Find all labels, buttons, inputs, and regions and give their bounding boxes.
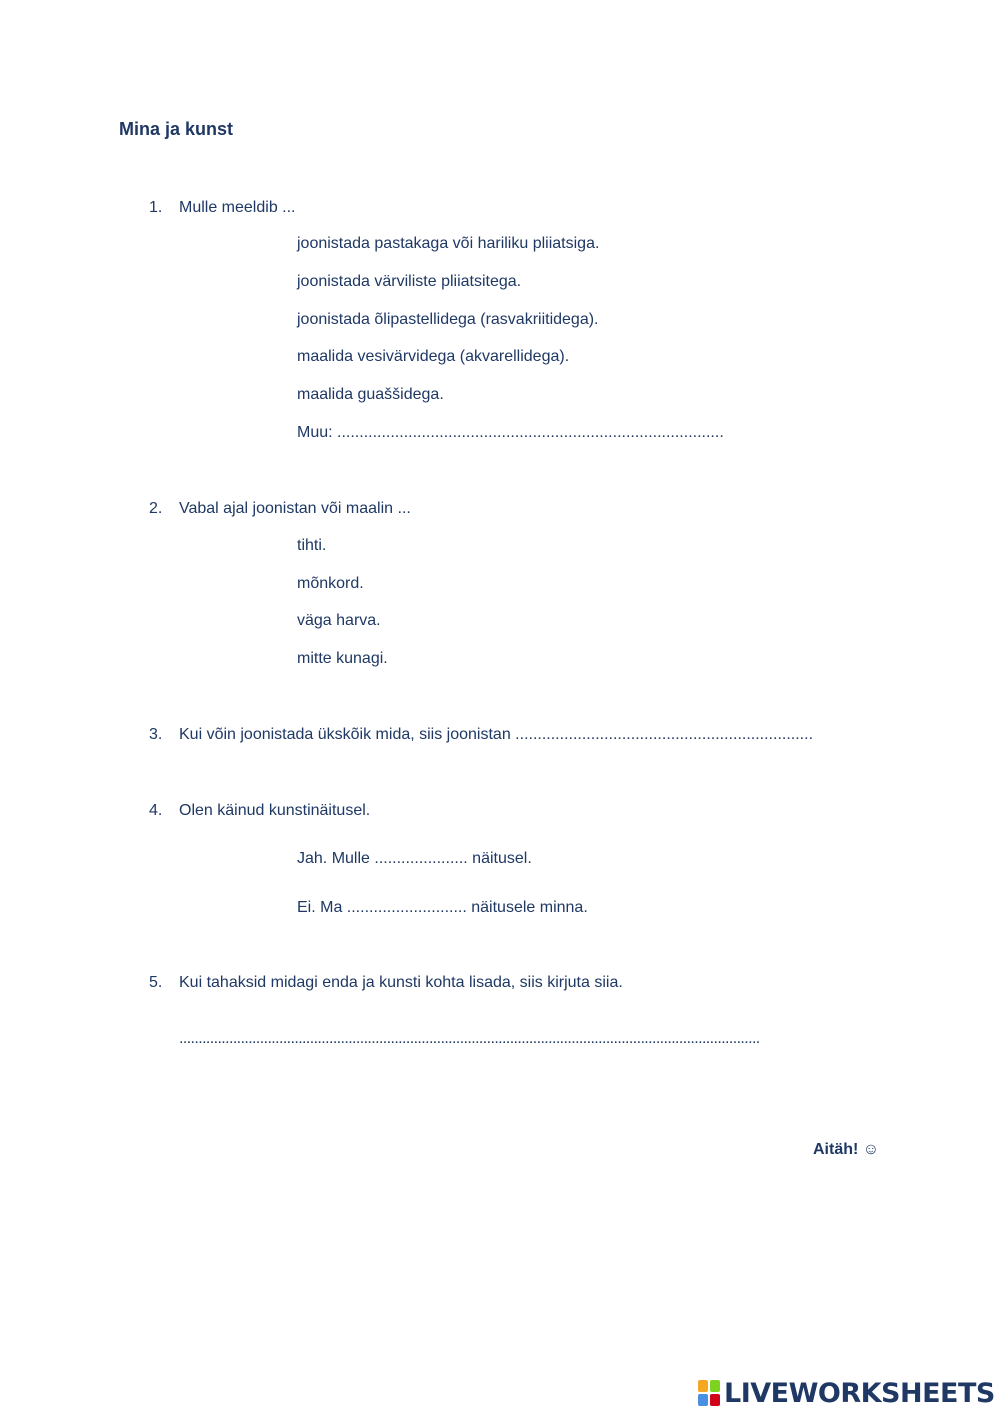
liveworksheets-logo xyxy=(698,1376,995,1410)
logo-text: LIVEWORKSHEETS xyxy=(724,1377,995,1409)
question-2-option-1[interactable]: tihti. xyxy=(297,537,327,554)
question-5-number: 5. xyxy=(149,974,163,991)
question-1-option-4[interactable]: maalida vesivärvidega (akvarellidega). xyxy=(297,348,570,365)
page-title: Mina ja kunst xyxy=(119,119,234,139)
question-2-option-2[interactable]: mõnkord. xyxy=(297,575,364,592)
question-1-option-3[interactable]: joonistada õlipastellidega (rasvakriitidega). xyxy=(297,311,599,328)
question-4-option-yes[interactable]: Jah. Mulle ..................... näitusel. xyxy=(297,850,532,867)
closing-thanks: Aitäh! ☺ xyxy=(813,1141,880,1158)
logo-square-red xyxy=(710,1394,720,1406)
question-4-text: Olen käinud kunstinäitusel. xyxy=(179,802,371,819)
question-3-text[interactable]: Kui võin joonistada ükskõik mida, siis joonistan ................................................................... xyxy=(179,726,814,743)
question-4-option-no[interactable]: Ei. Ma ........................... näitusele minna. xyxy=(297,899,588,916)
question-1-option-5[interactable]: maalida guaššidega. xyxy=(297,386,444,403)
liveworksheets-logo-icon xyxy=(698,1380,720,1406)
logo-square-green xyxy=(710,1380,720,1392)
question-2-text: Vabal ajal joonistan või maalin ... xyxy=(179,500,411,517)
question-4-number: 4. xyxy=(149,802,163,819)
question-1-option-2[interactable]: joonistada värviliste pliiatsitega. xyxy=(297,273,522,290)
question-1-option-1[interactable]: joonistada pastakaga või hariliku pliiatsiga. xyxy=(297,235,600,252)
question-3-number: 3. xyxy=(149,726,163,743)
logo-square-orange xyxy=(698,1380,708,1392)
question-5-text: Kui tahaksid midagi enda ja kunsti kohta lisada, siis kirjuta siia. xyxy=(179,974,623,991)
question-1-text: Mulle meeldib ... xyxy=(179,199,296,216)
question-1-number: 1. xyxy=(149,199,163,216)
question-2-option-3[interactable]: väga harva. xyxy=(297,612,381,629)
question-2-number: 2. xyxy=(149,500,163,517)
logo-square-blue xyxy=(698,1394,708,1406)
question-2-option-4[interactable]: mitte kunagi. xyxy=(297,650,388,667)
question-5-answer-line[interactable]: ....................................................................................................................................................... xyxy=(179,1030,760,1047)
question-1-option-other[interactable]: Muu: ....................................................................................... xyxy=(297,424,724,441)
